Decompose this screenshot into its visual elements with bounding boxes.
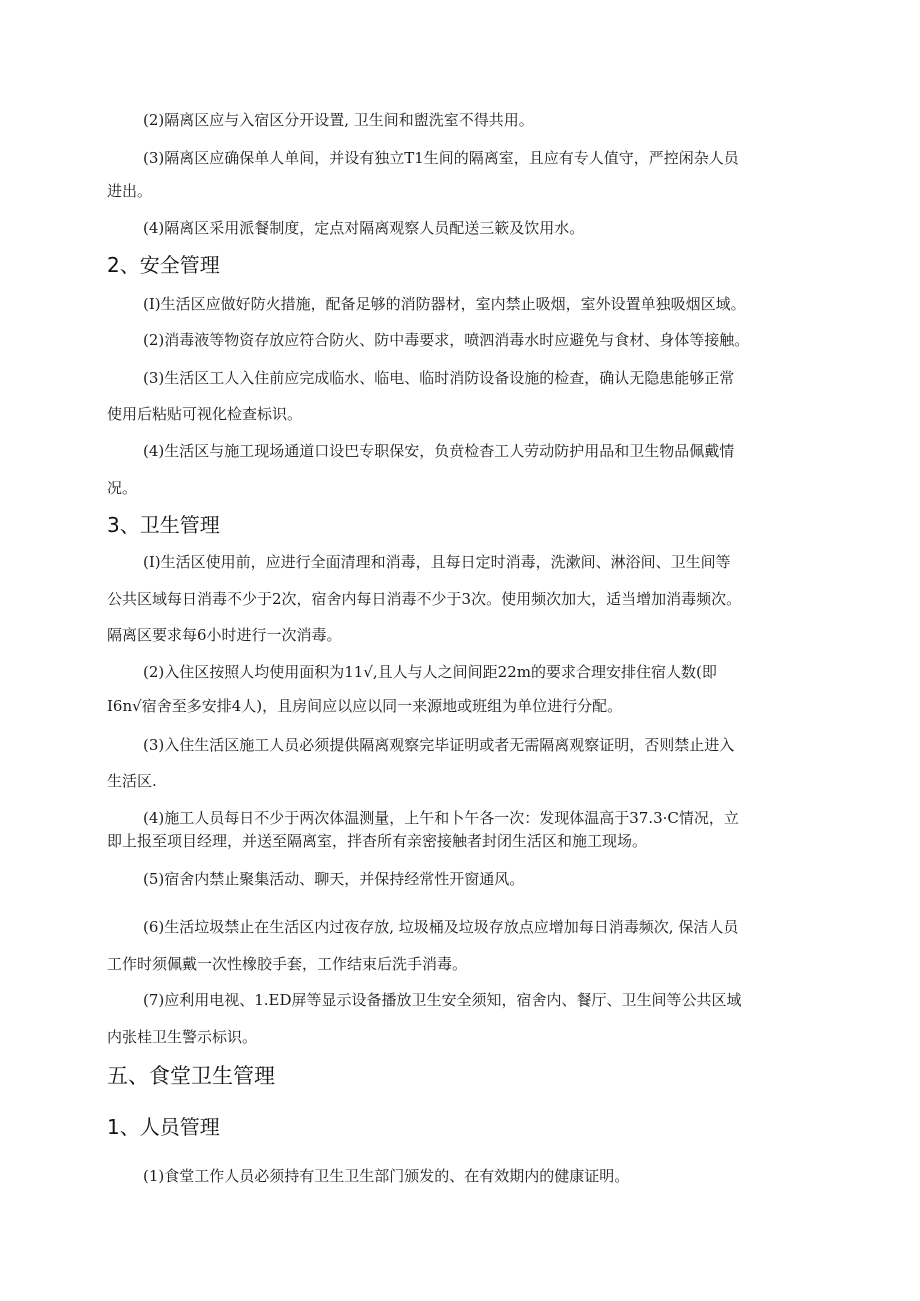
paragraph-isolation-single-room: (3)隔离区应确保单人单间，并设有独立T1生间的隔离室，且应有专人值守，严控闲杂人员 xyxy=(143,149,739,167)
paragraph-temperature-check: (4)施工人员每日不少于两次体温测量，上午和卜午各一次：发现体温高于37.3·C情况，立 xyxy=(143,809,739,827)
paragraph-entry-certificate-cont: 生活区. xyxy=(107,772,157,790)
paragraph-security-guard: (4)生活区与施工现场通道口设巴专职保安，负贲检杳工人劳动防护用品和卫生物品佩戴情 xyxy=(143,442,735,460)
paragraph-garbage-cont: 工作时须佩戴一次性橡胶手套，工作结束后洗手消毒。 xyxy=(107,955,468,973)
paragraph-cleaning-cont-2: 隔离区要求每6小时进行一次消毒。 xyxy=(107,626,342,644)
paragraph-entry-certificate: (3)入住生活区施工人员必须提供隔离观察完毕证明或者无需隔离观察证明，否则禁止进入 xyxy=(143,736,735,754)
paragraph-cleaning: (I)生活区使用前，应进行全面清理和消毒，且每日定时消毒，洗漱间、淋浴间、卫生间等 xyxy=(143,553,731,571)
paragraph-facility-inspection: (3)生活区工人入住前应完成临水、临电、临时消防设备设施的检查，确认无隐患能够正常 xyxy=(143,369,735,387)
paragraph-temperature-check-cont: 即上报至项目经理，并送至隔离室，拌杳所有亲密接触者封闭生活区和施工现场。 xyxy=(107,832,648,850)
paragraph-security-guard-cont: 况。 xyxy=(107,479,138,497)
heading-personnel-management: 1、人员管理 xyxy=(107,1115,220,1139)
paragraph-display-notice-cont: 内张桂卫生警示标识。 xyxy=(107,1028,258,1046)
paragraph-isolation-meals: (4)隔离区采用派餐制度，定点对隔离观察人员配送三簌及饮用水。 xyxy=(143,219,585,237)
paragraph-isolation-separate: (2)隔离区应与入宿区分开设置, 卫生间和盥洗室不得共用。 xyxy=(143,111,534,129)
paragraph-living-space-cont: I6n√宿舍至多安排4人)，且房间应以应以同一来源地或班组为单位进行分配。 xyxy=(107,697,623,715)
paragraph-facility-inspection-cont: 使用后粘贴可视化检查标识。 xyxy=(107,405,303,423)
paragraph-disinfectant-storage: (2)消毒液等物资存放应符合防火、防中毒要求，喷泗消毒水时应避免与食材、身体等接触。 xyxy=(143,331,750,349)
paragraph-garbage: (6)生活垃圾禁止在生活区内过夜存放, 垃圾桶及垃圾存放点应增加每日消毒频次, 保洁人员 xyxy=(143,918,739,936)
heading-hygiene-management: 3、卫生管理 xyxy=(107,513,220,537)
paragraph-fire-prevention: (I)生活区应做好防火措施，配备足够的消防器材，室内禁止吸烟，室外设置单独吸烟区域。 xyxy=(143,295,746,313)
heading-safety-management: 2、安全管理 xyxy=(107,253,220,277)
paragraph-living-space: (2)入住区按照人均使用面积为11√,且人与人之间间距22m的要求合理安排住宿人数(即 xyxy=(143,663,717,681)
paragraph-isolation-single-room-cont: 进出。 xyxy=(107,182,153,200)
heading-canteen-hygiene: 五、食堂卫生管理 xyxy=(107,1064,275,1088)
paragraph-no-gathering: (5)宿舍内禁止聚集活动、聊天，并保持经常性开窗通风。 xyxy=(143,870,525,888)
paragraph-cleaning-cont-1: 公共区域每日消毒不少于2次，宿舍内每日消毒不少于3次。使用频次加大，适当增加消毒频次。 xyxy=(107,590,742,608)
paragraph-display-notice: (7)应利用电视、1.ED屏等显示设备播放卫生安全须知，宿舍内、餐厅、卫生间等公共区域 xyxy=(143,991,742,1009)
paragraph-health-certificate: (1)食堂工作人员必须持有卫生卫生部门颁发的、在有效期内的健康证明。 xyxy=(143,1167,630,1185)
